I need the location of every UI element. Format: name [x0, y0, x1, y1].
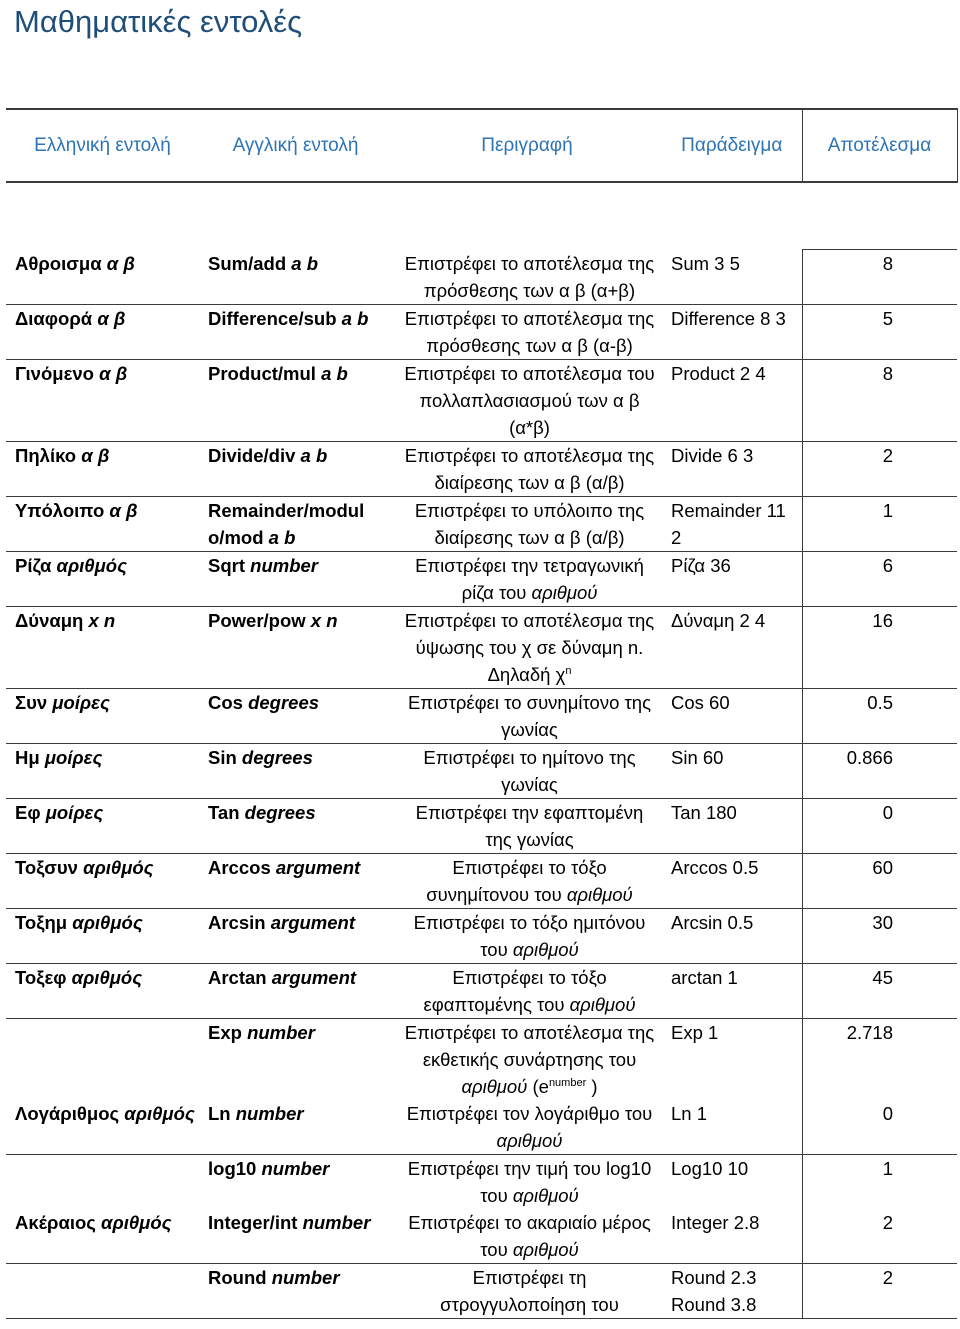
table-row	[6, 304, 957, 359]
table-row	[6, 250, 957, 305]
result-cell	[802, 1018, 957, 1100]
description-text: Επιστρέφει τη στρογγυλοποίηση του	[440, 1266, 619, 1315]
english-command-cell	[199, 1018, 392, 1100]
description-cell	[392, 441, 662, 496]
greek-command: Γινόμενο	[15, 362, 94, 384]
greek-command-cell	[6, 304, 199, 359]
english-command-cell	[199, 1209, 392, 1264]
description-text: Επιστρέφει το αποτέλεσμα της πρόσθεσης των α β (α+β)	[404, 252, 655, 301]
result-value: 60	[872, 856, 893, 878]
example-cell	[662, 688, 802, 743]
description-cell	[392, 963, 662, 1018]
result-cell	[802, 441, 957, 496]
example-cell	[662, 441, 802, 496]
greek-command-cell	[6, 743, 199, 798]
english-command-cell	[199, 496, 392, 551]
greek-command: Συν	[15, 691, 48, 713]
example-text: Arccos 0.5	[671, 856, 759, 878]
result-cell	[802, 1263, 957, 1318]
english-command: Sin	[208, 746, 237, 768]
example-cell	[662, 359, 802, 441]
greek-command: Ακέραιος	[15, 1211, 96, 1233]
example-text: Log10 10	[671, 1157, 749, 1179]
example-text: Ln 1	[671, 1102, 708, 1124]
table-row	[6, 853, 957, 908]
result-value: 2	[882, 444, 893, 466]
greek-command-cell	[6, 1263, 199, 1318]
greek-command-arg: μοίρες	[52, 691, 110, 713]
english-command-arg: number	[302, 1211, 371, 1233]
description-italic: αριθμού	[566, 883, 633, 905]
result-value: 0	[882, 801, 893, 823]
english-command-cell	[199, 1154, 392, 1209]
greek-command: Ρίζα	[15, 554, 52, 576]
english-command-cell	[199, 359, 392, 441]
example-cell	[662, 551, 802, 606]
english-command: Product/mul	[208, 362, 316, 384]
greek-command-arg: α β	[97, 307, 126, 329]
greek-command: Αθροισμα	[15, 252, 102, 274]
example-cell	[662, 798, 802, 853]
example-text: Difference 8 3	[671, 307, 786, 329]
example-text: Cos 60	[671, 691, 730, 713]
english-command-cell	[199, 963, 392, 1018]
result-cell	[802, 551, 957, 606]
result-cell	[802, 496, 957, 551]
greek-command-arg: αριθμός	[83, 856, 154, 878]
description-italic: αριθμού	[569, 993, 636, 1015]
description-cell	[392, 853, 662, 908]
english-command-arg: number	[271, 1266, 340, 1288]
greek-command-cell	[6, 359, 199, 441]
description-text: Επιστρέφει το αποτέλεσμα της πρόσθεσης των α β (α-β)	[404, 307, 655, 356]
greek-command-arg: μοίρες	[45, 801, 104, 823]
example-cell	[662, 304, 802, 359]
greek-command: Ημ	[15, 746, 40, 768]
description-text: Επιστρέφει το αποτέλεσμα της εκθετικής συνάρτησης του	[404, 1021, 655, 1070]
english-command: Round	[208, 1266, 267, 1288]
table-spacer-row	[6, 182, 957, 250]
greek-command-arg: αριθμός	[101, 1211, 172, 1233]
english-command-cell	[199, 250, 392, 305]
english-command-arg: number	[247, 1021, 315, 1043]
description-end: )	[591, 1075, 598, 1097]
english-command: Exp	[208, 1021, 242, 1043]
english-command: Arcsin	[208, 911, 266, 933]
table-row	[6, 688, 957, 743]
english-command-arg: a b	[268, 526, 296, 548]
description-italic: αριθμού	[496, 1129, 563, 1151]
description-cell	[392, 551, 662, 606]
english-command: Power/pow	[208, 609, 306, 631]
description-cell	[392, 1100, 662, 1155]
description-text: Επιστρέφει το συνημίτονο της γωνίας	[407, 691, 652, 740]
greek-command-cell	[6, 908, 199, 963]
english-command-cell	[199, 441, 392, 496]
english-command-cell	[199, 1263, 392, 1318]
result-value: 8	[882, 253, 893, 274]
example-cell	[662, 1263, 802, 1318]
greek-command-cell	[6, 250, 199, 305]
example-cell	[662, 1018, 802, 1100]
greek-command-cell	[6, 963, 199, 1018]
description-text: Επιστρέφει την τιμή του log10 του	[407, 1157, 652, 1206]
header-description: Περιγραφή	[392, 109, 662, 182]
greek-command-arg: μοίρες	[44, 746, 103, 768]
english-command: Integer/int	[208, 1211, 298, 1233]
greek-command: Εφ	[15, 801, 41, 823]
result-cell	[802, 853, 957, 908]
english-command-cell	[199, 304, 392, 359]
greek-command-arg: α β	[81, 444, 110, 466]
greek-command-cell	[6, 1154, 199, 1209]
description-cell	[392, 798, 662, 853]
result-cell	[802, 1100, 957, 1155]
english-command: Remainder/modul o/mod	[208, 499, 365, 548]
description-cell	[392, 1018, 662, 1100]
greek-command: Τοξσυν	[15, 856, 78, 878]
greek-command: Πηλίκο	[15, 444, 77, 466]
english-command-arg: x n	[310, 609, 338, 631]
greek-command: Λογάριθμος	[15, 1102, 120, 1124]
description-text: Επιστρέφει το αποτέλεσμα της διαίρεσης των α β (α/β)	[404, 444, 655, 493]
greek-command: Τοξεφ	[15, 966, 67, 988]
greek-command-cell	[6, 1209, 199, 1264]
description-italic: αριθμού	[512, 938, 579, 960]
description-cell	[392, 688, 662, 743]
table-row	[6, 1263, 957, 1318]
greek-command-cell	[6, 853, 199, 908]
greek-command: Διαφορά	[15, 307, 93, 329]
description-text: Επιστρέφει την τετραγωνική ρίζα του	[415, 554, 644, 603]
result-value: 6	[882, 554, 893, 576]
description-cell	[392, 743, 662, 798]
example-cell	[662, 853, 802, 908]
description-text: Επιστρέφει το ημίτονο της γωνίας	[423, 746, 636, 795]
table-header-row	[6, 109, 957, 182]
table-row	[6, 1018, 957, 1100]
english-command-arg: a b	[300, 444, 328, 466]
example-cell	[662, 1100, 802, 1155]
description-italic: αριθμού	[512, 1184, 579, 1206]
description-cell	[392, 1263, 662, 1318]
table-row	[6, 1100, 957, 1155]
english-command-arg: argument	[271, 966, 357, 988]
example-text: Ρίζα 36	[671, 554, 731, 576]
description-cell	[392, 304, 662, 359]
english-command-cell	[199, 743, 392, 798]
result-cell	[802, 963, 957, 1018]
result-cell	[802, 1154, 957, 1209]
greek-command-cell	[6, 688, 199, 743]
greek-command-arg: α β	[99, 362, 128, 384]
description-text: Επιστρέφει το ακαριαίο μέρος του	[408, 1211, 651, 1260]
header-result: Αποτέλεσμα	[802, 109, 957, 182]
result-value: 30	[872, 911, 893, 933]
description-cell	[392, 496, 662, 551]
english-command: Sum/add	[208, 252, 287, 274]
math-commands-table	[6, 108, 958, 1319]
english-command-arg: a b	[341, 307, 369, 329]
result-value: 1	[882, 499, 893, 521]
english-command-cell	[199, 1100, 392, 1155]
english-command-cell	[199, 688, 392, 743]
english-command: Sqrt	[208, 554, 245, 576]
result-value: 8	[882, 362, 893, 384]
english-command-arg: a b	[321, 362, 348, 384]
example-cell	[662, 1209, 802, 1264]
english-command: Difference/sub	[208, 307, 337, 329]
result-cell	[802, 908, 957, 963]
result-value: 5	[882, 307, 893, 329]
header-example: Παράδειγμα	[662, 109, 802, 182]
description-text: Επιστρέφει τον λογάριθμο του	[406, 1102, 653, 1124]
english-command: Arctan	[208, 966, 267, 988]
result-cell	[802, 1209, 957, 1264]
greek-command: Δύναμη	[15, 609, 84, 631]
greek-command-arg: αριθμός	[72, 911, 143, 933]
table-row	[6, 441, 957, 496]
description-text: Επιστρέφει το τόξο εφαπτομένης του	[423, 966, 607, 1015]
result-cell	[802, 359, 957, 441]
greek-command-cell	[6, 496, 199, 551]
english-command: Ln	[208, 1102, 231, 1124]
result-cell	[802, 743, 957, 798]
english-command-arg: number	[261, 1157, 330, 1179]
result-cell	[802, 606, 957, 688]
description-text: Επιστρέφει το τόξο ημιτόνου του	[413, 911, 646, 960]
english-command-arg: degrees	[241, 746, 313, 768]
description-italic: αριθμού	[531, 581, 598, 603]
english-command: Divide/div	[208, 444, 296, 466]
greek-command-cell	[6, 606, 199, 688]
description-text: Επιστρέφει το υπόλοιπο της διαίρεσης των α β (α/β)	[414, 499, 645, 548]
table-row	[6, 359, 957, 441]
greek-command-cell	[6, 798, 199, 853]
result-value: 2	[882, 1266, 893, 1288]
english-command: Tan	[208, 801, 240, 823]
description-superscript: number	[548, 1076, 587, 1089]
result-cell	[802, 250, 957, 305]
greek-command: Τοξημ	[15, 911, 68, 933]
table-row	[6, 963, 957, 1018]
english-command-arg: number	[250, 554, 318, 576]
english-command-cell	[199, 853, 392, 908]
header-english-command: Αγγλική εντολή	[199, 109, 392, 182]
greek-command-cell	[6, 441, 199, 496]
example-cell	[662, 743, 802, 798]
result-value: 45	[872, 966, 893, 988]
result-cell	[802, 688, 957, 743]
greek-command-arg: αριθμός	[71, 966, 143, 988]
description-cell	[392, 908, 662, 963]
description-italic: αριθμού	[461, 1075, 528, 1097]
result-value: 0	[882, 1102, 893, 1124]
english-command-cell	[199, 908, 392, 963]
description-cell	[392, 359, 662, 441]
result-cell	[802, 304, 957, 359]
english-command-arg: number	[235, 1102, 304, 1124]
greek-command-arg: αριθμός	[124, 1102, 195, 1124]
description-text: Επιστρέφει το αποτέλεσμα του πολλαπλασιασμού των α β (α*β)	[404, 362, 655, 438]
english-command-cell	[199, 606, 392, 688]
example-text: Tan 180	[671, 801, 737, 823]
english-command: Cos	[208, 691, 243, 713]
description-cell	[392, 1154, 662, 1209]
greek-command-arg: x n	[88, 609, 116, 631]
greek-command-arg: α β	[106, 252, 135, 274]
greek-command-arg: αριθμός	[56, 554, 127, 576]
header-greek-command: Ελληνική εντολή	[6, 109, 199, 182]
table-row	[6, 1154, 957, 1209]
description-cell	[392, 1209, 662, 1264]
description-superscript: n	[565, 664, 572, 677]
example-text: Arcsin 0.5	[671, 911, 754, 933]
table-row	[6, 743, 957, 798]
example-text: Integer 2.8	[671, 1211, 760, 1233]
example-cell	[662, 250, 802, 305]
english-command: log10	[208, 1157, 257, 1179]
greek-command: Υπόλοιπο	[15, 499, 105, 521]
english-command-arg: degrees	[248, 691, 320, 713]
greek-command-cell	[6, 1100, 199, 1155]
example-cell	[662, 606, 802, 688]
example-cell	[662, 908, 802, 963]
table-row	[6, 551, 957, 606]
table-row	[6, 606, 957, 688]
greek-command-arg: α β	[109, 499, 138, 521]
example-cell	[662, 1154, 802, 1209]
description-italic: αριθμού	[512, 1238, 579, 1260]
table-row	[6, 1209, 957, 1264]
greek-command-cell	[6, 1018, 199, 1100]
result-value: 2.718	[846, 1021, 893, 1043]
result-value: 0.866	[846, 746, 893, 768]
table-row	[6, 908, 957, 963]
description-text: Επιστρέφει το αποτέλεσμα της ύψωσης του χ σε δύναμη n. Δηλαδή χ	[404, 609, 655, 685]
example-text: Round 2.3 Round 3.8	[671, 1266, 757, 1315]
result-value: 0.5	[867, 691, 893, 713]
table-row	[6, 798, 957, 853]
english-command-cell	[199, 798, 392, 853]
description-cell	[392, 606, 662, 688]
result-value: 16	[872, 609, 893, 631]
example-text: Δύναμη 2 4	[671, 609, 766, 631]
example-cell	[662, 963, 802, 1018]
english-command-arg: argument	[270, 911, 356, 933]
result-value: 1	[882, 1157, 893, 1179]
english-command-arg: argument	[275, 856, 361, 878]
page-title: Μαθηματικές εντολές	[14, 4, 303, 39]
description-text: Επιστρέφει την εφαπτομένη της γωνίας	[415, 801, 644, 850]
greek-command-cell	[6, 551, 199, 606]
example-text: Divide 6 3	[671, 444, 754, 466]
description-text: Επιστρέφει το τόξο συνημίτονου του	[426, 856, 607, 905]
example-text: Product 2 4	[671, 362, 766, 384]
english-command-arg: degrees	[244, 801, 316, 823]
result-value: 2	[882, 1211, 893, 1233]
description-cell	[392, 250, 662, 305]
example-text: Sin 60	[671, 746, 724, 768]
english-command: Arccos	[208, 856, 271, 878]
table-row	[6, 496, 957, 551]
result-cell	[802, 798, 957, 853]
example-text: Remainder 11 2	[671, 499, 786, 548]
example-text: arctan 1	[671, 966, 738, 988]
english-command-cell	[199, 551, 392, 606]
english-command-arg: a b	[291, 252, 318, 274]
example-text: Sum 3 5	[671, 252, 740, 274]
description-tail: (e	[532, 1075, 549, 1097]
example-cell	[662, 496, 802, 551]
example-text: Exp 1	[671, 1021, 719, 1043]
